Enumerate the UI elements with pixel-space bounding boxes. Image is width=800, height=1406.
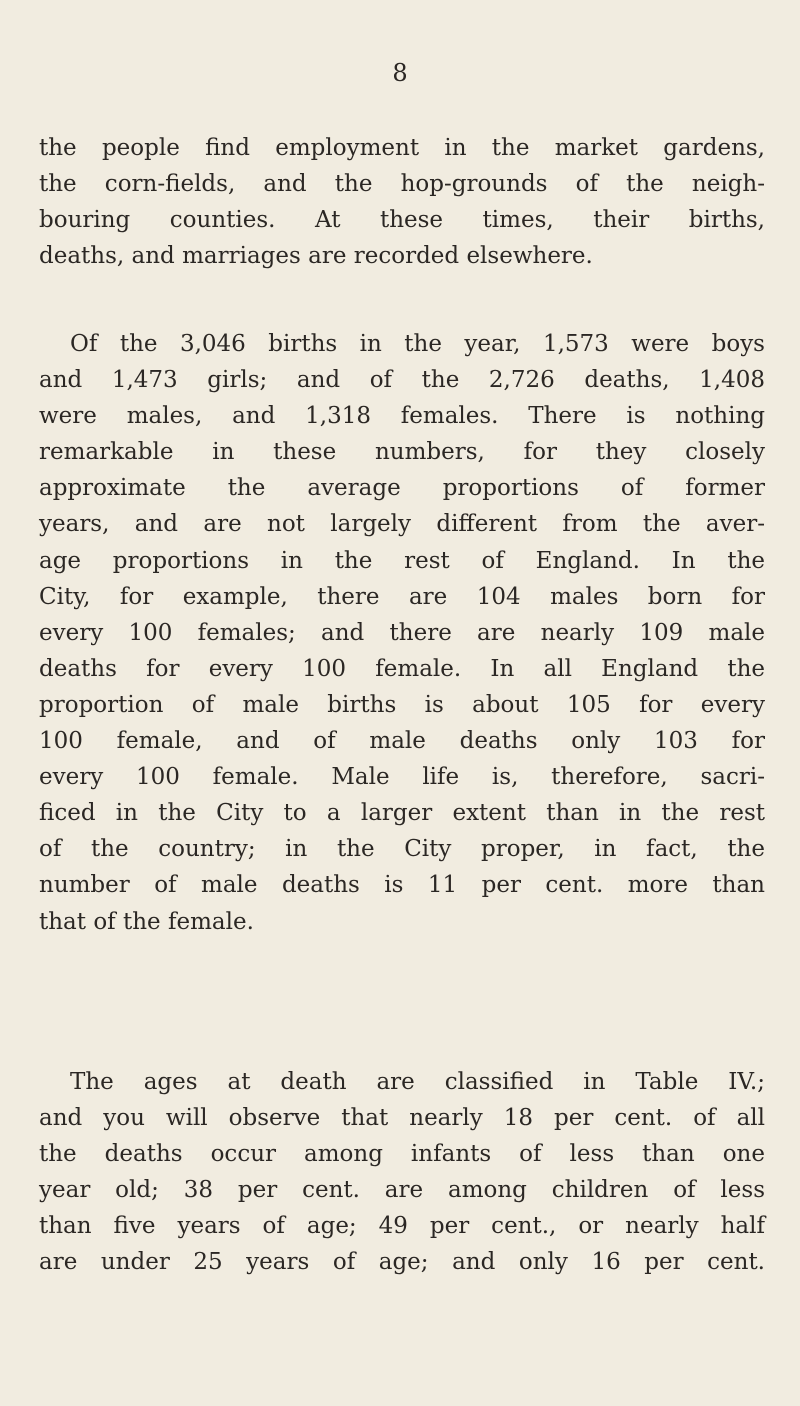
- text-line: are under 25 years of age; and only 16 per cent.: [39, 1249, 765, 1276]
- text-line: of the country; in the City proper, in fact, the: [39, 836, 765, 863]
- text-line: were males, and 1,318 females. There is nothing: [39, 403, 765, 430]
- text-line: deaths, and marriages are recorded elsewhere.: [39, 243, 593, 270]
- text-line: The ages at death are classified in Table IV.;: [70, 1069, 765, 1095]
- text-line: 100 female, and of male deaths only 103 for: [39, 728, 765, 755]
- text-line: bouring counties. At these times, their births,: [39, 207, 765, 234]
- text-line: and you will observe that nearly 18 per cent. of all: [39, 1105, 765, 1132]
- text-line: the corn-fields, and the hop-grounds of the neigh-: [39, 171, 765, 198]
- text-line: every 100 female. Male life is, therefore, sacri-: [39, 764, 765, 791]
- text-line: age proportions in the rest of England. In the: [39, 547, 765, 574]
- page-number: 8: [392, 59, 408, 87]
- text-line: number of male deaths is 11 per cent. more than: [39, 872, 765, 899]
- text-line: Of the 3,046 births in the year, 1,573 were boys: [70, 331, 765, 357]
- text-line: the people find employment in the market gardens,: [39, 135, 765, 161]
- text-line: remarkable in these numbers, for they closely: [39, 439, 765, 466]
- paragraph-births-deaths: [39, 326, 765, 940]
- paragraph-employment: [39, 130, 765, 274]
- text-line: the deaths occur among infants of less than one: [39, 1141, 765, 1168]
- paragraph-ages-at-death: [39, 1064, 765, 1281]
- text-line: every 100 females; and there are nearly 109 male: [39, 619, 765, 646]
- text-line: and 1,473 girls; and of the 2,726 deaths, 1,408: [39, 367, 765, 394]
- text-line: than five years of age; 49 per cent., or nearly half: [39, 1213, 765, 1240]
- text-line: ficed in the City to a larger extent than in the rest: [39, 800, 765, 827]
- text-line: City, for example, there are 104 males born for: [39, 583, 765, 610]
- text-line: that of the female.: [39, 908, 254, 935]
- text-line: deaths for every 100 female. In all England the: [39, 655, 765, 682]
- text-line: proportion of male births is about 105 for every: [39, 691, 765, 718]
- text-line: years, and are not largely different from the aver-: [39, 511, 765, 538]
- text-line: year old; 38 per cent. are among children of less: [39, 1177, 765, 1204]
- text-line: approximate the average proportions of former: [39, 475, 765, 502]
